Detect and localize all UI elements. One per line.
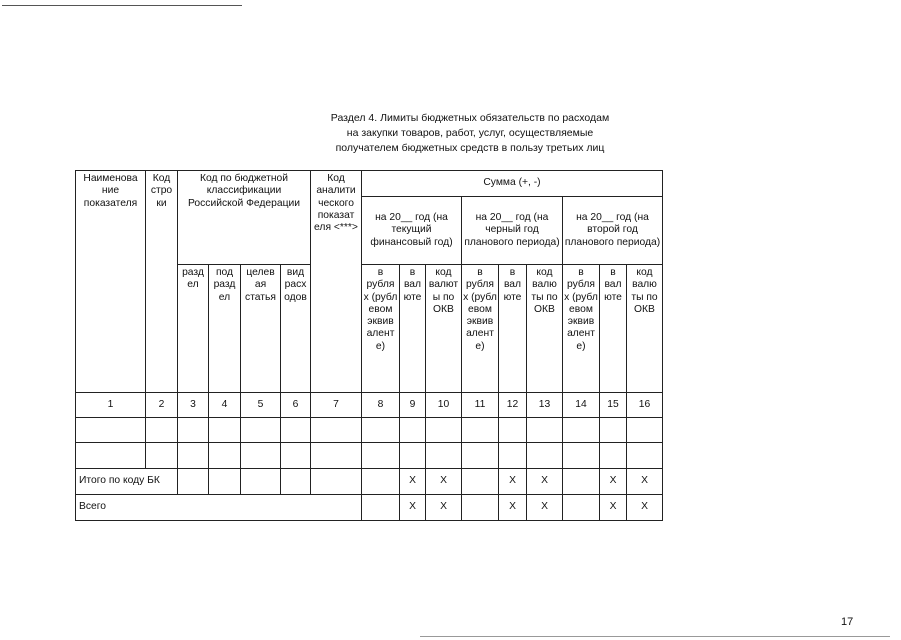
column-number: 7 xyxy=(311,393,362,418)
header-line-code: Код стро ки xyxy=(146,171,178,393)
empty-cell xyxy=(362,469,400,495)
column-number: 15 xyxy=(600,393,627,418)
x-mark: X xyxy=(400,469,426,495)
column-number: 10 xyxy=(426,393,462,418)
header-year-first: на 20__ год (на черный год планового периода) xyxy=(462,197,563,265)
column-number: 16 xyxy=(627,393,663,418)
header-name: Наименова ние показателя xyxy=(76,171,146,393)
column-number: 12 xyxy=(499,393,527,418)
x-mark: X xyxy=(400,495,426,521)
title-line-2: на закупки товаров, работ, услуг, осуществляемые xyxy=(346,127,594,139)
header-year-second: на 20__ год (на второй год планового периода) xyxy=(563,197,663,265)
title-line-3: получателем бюджетных средств в пользу третьих лиц xyxy=(335,142,605,154)
header-analytic-code: Код аналити ческого показат еля <***> xyxy=(311,171,362,393)
empty-cell xyxy=(209,443,241,469)
empty-cell xyxy=(178,418,209,443)
empty-cell xyxy=(600,443,627,469)
total-bk-label: Итого по коду БК xyxy=(76,469,178,495)
empty-cell xyxy=(362,443,400,469)
column-number: 3 xyxy=(178,393,209,418)
x-mark: X xyxy=(527,495,563,521)
header-sum: Сумма (+, -) xyxy=(362,171,663,197)
table-row-empty xyxy=(76,418,663,443)
empty-cell xyxy=(426,443,462,469)
header-currency-current: в вал юте xyxy=(400,265,426,393)
column-number: 13 xyxy=(527,393,563,418)
empty-cell xyxy=(241,443,281,469)
empty-cell xyxy=(146,418,178,443)
x-mark: X xyxy=(600,469,627,495)
title-line-1: Раздел 4. Лимиты бюджетных обязательств по расходам xyxy=(330,112,610,124)
empty-cell xyxy=(462,469,499,495)
empty-cell xyxy=(178,443,209,469)
empty-cell xyxy=(311,469,362,495)
empty-cell xyxy=(499,418,527,443)
table-row-empty xyxy=(76,443,663,469)
column-number: 14 xyxy=(563,393,600,418)
x-mark: X xyxy=(499,495,527,521)
header-rub-second: в рубля х (рубл евом эквив алент е) xyxy=(563,265,600,393)
header-rub-current: в рубля х (рубл евом эквив алент е) xyxy=(362,265,400,393)
column-number: 11 xyxy=(462,393,499,418)
empty-cell xyxy=(178,469,209,495)
empty-cell xyxy=(627,443,663,469)
empty-cell xyxy=(281,418,311,443)
x-mark: X xyxy=(426,495,462,521)
column-number: 6 xyxy=(281,393,311,418)
header-okv-current: код валют ы по ОКВ xyxy=(426,265,462,393)
empty-cell xyxy=(527,418,563,443)
header-currency-second: в вал юте xyxy=(600,265,627,393)
top-rule xyxy=(2,5,242,6)
header-rub-first: в рубля х (рубл евом эквив алент е) xyxy=(462,265,499,393)
empty-cell xyxy=(76,443,146,469)
grand-total-row xyxy=(76,495,663,521)
header-bk-code: Код по бюджетной классификации Российской Федерации xyxy=(178,171,311,265)
empty-cell xyxy=(627,418,663,443)
header-target: целев ая статья xyxy=(241,265,281,393)
empty-cell xyxy=(499,443,527,469)
empty-cell xyxy=(462,495,499,521)
column-number-row xyxy=(76,393,663,418)
empty-cell xyxy=(281,443,311,469)
empty-cell xyxy=(563,443,600,469)
column-number: 1 xyxy=(76,393,146,418)
empty-cell xyxy=(563,495,600,521)
x-mark: X xyxy=(499,469,527,495)
header-year-current: на 20__ год (на текущий финансовый год) xyxy=(362,197,462,265)
header-currency-first: в вал юте xyxy=(499,265,527,393)
empty-cell xyxy=(362,418,400,443)
x-mark: X xyxy=(600,495,627,521)
empty-cell xyxy=(281,469,311,495)
header-expense-type: вид расх одов xyxy=(281,265,311,393)
empty-cell xyxy=(209,418,241,443)
empty-cell xyxy=(241,469,281,495)
header-section: разд ел xyxy=(178,265,209,393)
empty-cell xyxy=(400,443,426,469)
header-okv-second: код валю ты по ОКВ xyxy=(627,265,663,393)
empty-cell xyxy=(241,418,281,443)
empty-cell xyxy=(600,418,627,443)
column-number: 9 xyxy=(400,393,426,418)
empty-cell xyxy=(311,418,362,443)
total-bk-row xyxy=(76,469,663,495)
empty-cell xyxy=(527,443,563,469)
empty-cell xyxy=(311,443,362,469)
column-number: 8 xyxy=(362,393,400,418)
column-number: 2 xyxy=(146,393,178,418)
empty-cell xyxy=(209,469,241,495)
x-mark: X xyxy=(426,469,462,495)
empty-cell xyxy=(362,495,400,521)
header-okv-first: код валю ты по ОКВ xyxy=(527,265,563,393)
empty-cell xyxy=(146,443,178,469)
column-number: 4 xyxy=(209,393,241,418)
empty-cell xyxy=(426,418,462,443)
column-number: 5 xyxy=(241,393,281,418)
x-mark: X xyxy=(527,469,563,495)
empty-cell xyxy=(462,418,499,443)
x-mark: X xyxy=(627,469,663,495)
empty-cell xyxy=(76,418,146,443)
empty-cell xyxy=(563,469,600,495)
empty-cell xyxy=(462,443,499,469)
bottom-rule xyxy=(420,636,890,637)
empty-cell xyxy=(400,418,426,443)
page-number: 17 xyxy=(841,616,854,628)
empty-cell xyxy=(563,418,600,443)
header-subsection: под разд ел xyxy=(209,265,241,393)
section-title xyxy=(300,111,640,156)
x-mark: X xyxy=(627,495,663,521)
limits-table xyxy=(75,170,663,521)
grand-total-label: Всего xyxy=(76,495,362,521)
